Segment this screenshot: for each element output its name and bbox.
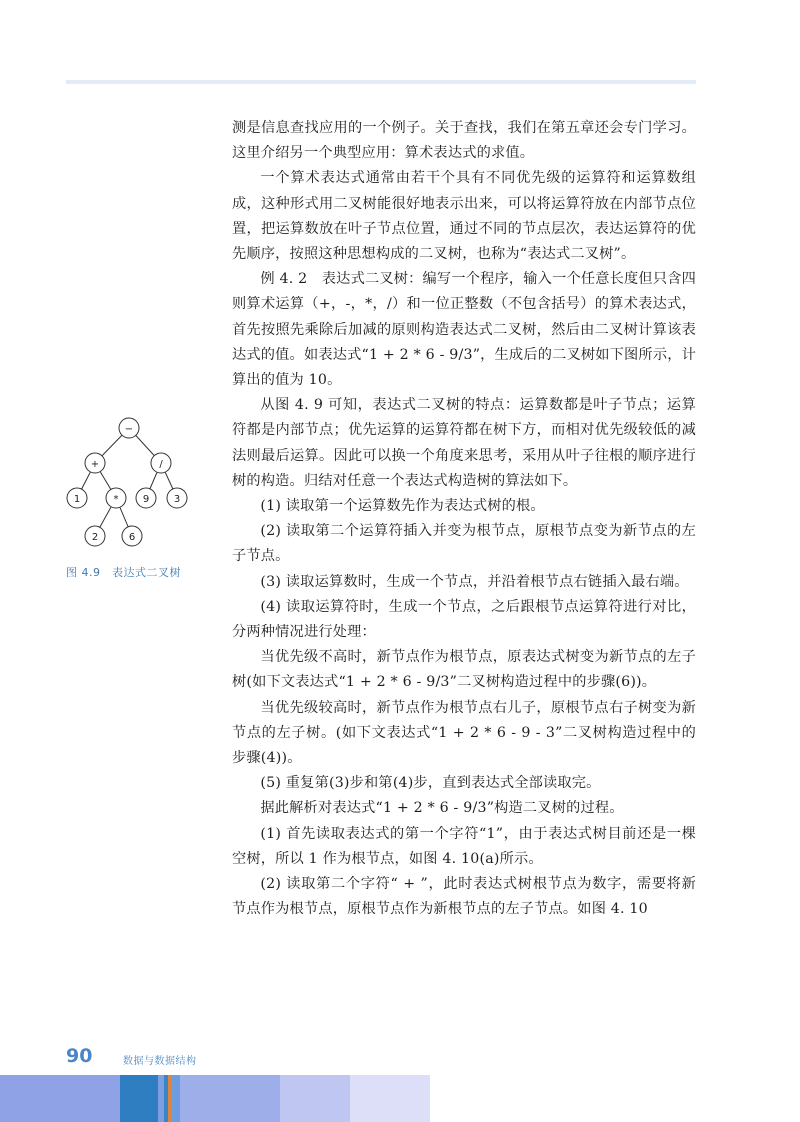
band-segment: [280, 1075, 350, 1122]
construction-step: (2) 读取第二个字符“ + ”，此时表达式树根节点为数字，需要将新节点作为根节点，原根节点作为新根节点的左子节点。如图 4. 10: [232, 876, 696, 918]
tree-node-leaf-3: [167, 488, 187, 508]
tree-node-leaf-1: [67, 488, 87, 508]
page-number: 90: [66, 1045, 93, 1067]
tree-node-label: −: [124, 424, 134, 435]
construction-step: (1) 首先读取表达式的第一个字符“1”，由于表达式树目前还是一棵空树，所以 1 作为根节点，如图 4. 10(a)所示。: [232, 825, 696, 867]
tree-node-label: 3: [173, 494, 181, 505]
band-segment: [120, 1075, 158, 1122]
body-text: [232, 116, 696, 923]
tree-node-label: 6: [128, 532, 136, 543]
tree-node-label: +: [90, 459, 100, 470]
expression-tree-figure: [60, 410, 210, 590]
tree-node-leaf-2: [85, 526, 105, 546]
algorithm-step: (3) 读取运算数时，生成一个节点，并沿着根节点右链插入最右端。: [260, 573, 689, 590]
paragraph: 当优先级不高时，新节点作为根节点，原表达式树变为新节点的左子树(如下文表达式“1 + 2 * 6 - 9/3”二叉树构造过程中的步骤(6))。: [232, 649, 696, 691]
tree-node-label: 1: [73, 494, 81, 505]
tree-node-label: /: [159, 459, 163, 470]
paragraph: 从图 4. 9 可知，表达式二叉树的特点：运算数都是叶子节点；运算符都是内部节点；优先运算的运算符都在树下方，而相对优先级较低的减法则最后运算。因此可以换一个角度来思考，采用从叶子往根的顺序进行树的构造。归结对任意一个表达式构造树的算法如下。: [232, 397, 696, 489]
tree-node-label: 2: [91, 532, 99, 543]
book-title: 数据与数据结构: [123, 1056, 197, 1067]
tree-node-label: *: [113, 494, 119, 505]
tree-node-leaf-9: [136, 488, 156, 508]
paragraph: 测是信息查找应用的一个例子。关于查找，我们在第五章还会专门学习。这里介绍另一个典型应用：算术表达式的求值。: [232, 120, 696, 162]
tree-node-root: [119, 418, 139, 438]
algorithm-step: (2) 读取第二个运算符插入并变为根节点，原根节点变为新节点的左子节点。: [232, 523, 696, 565]
band-segment: [172, 1075, 180, 1122]
band-segment: [350, 1075, 430, 1122]
footer-color-band: [0, 1075, 430, 1122]
tree-node-label: 9: [142, 494, 150, 505]
tree-edges: [77, 428, 177, 536]
header-rule: [66, 80, 696, 84]
tree-node-multiply: [106, 488, 126, 508]
figure-caption: 图 4.9 表达式二叉树: [66, 566, 181, 579]
tree-node-plus: [85, 453, 105, 473]
expression-tree-diagram: [60, 410, 210, 560]
algorithm-step: (5) 重复第(3)步和第(4)步，直到表达式全部读取完。: [260, 775, 601, 792]
algorithm-step: (4) 读取运算符时，生成一个节点，之后跟根节点运算符进行对比，分两种情况进行处理：: [232, 598, 696, 641]
paragraph-example: 例 4. 2 表达式二叉树：编写一个程序，输入一个任意长度但只含四则算术运算（+，-，*，/）和一位正整数（不包含括号）的算术表达式，首先按照先乘除后加减的原则构造表达式二叉树，然后由二叉树计算该表达式的值。如表达式“1 + 2 * 6 - 9/3”，生成后的二叉树如下图所示，计算出的值为 10。: [232, 271, 696, 389]
paragraph: 当优先级较高时，新节点作为根节点右儿子，原根节点右子树变为新节点的左子树。(如下文表达式“1 + 2 * 6 - 9 - 3”二叉树构造过程中的步骤(4))。: [232, 699, 696, 767]
band-segment: [0, 1075, 120, 1122]
tree-node-divide: [151, 453, 171, 473]
tree-node-leaf-6: [122, 526, 142, 546]
paragraph: 一个算术表达式通常由若干个具有不同优先级的运算符和运算数组成，这种形式用二叉树能很好地表示出来，可以将运算符放在内部节点位置，把运算数放在叶子节点位置，通过不同的节点层次，表达运算符的优先顺序，按照这种思想构成的二叉树，也称为“表达式二叉树”。: [232, 170, 696, 263]
paragraph: 据此解析对表达式“1 + 2 * 6 - 9/3”构造二叉树的过程。: [260, 800, 624, 817]
band-segment: [180, 1075, 280, 1122]
algorithm-step: (1) 读取第一个运算数先作为表达式树的根。: [260, 498, 545, 515]
